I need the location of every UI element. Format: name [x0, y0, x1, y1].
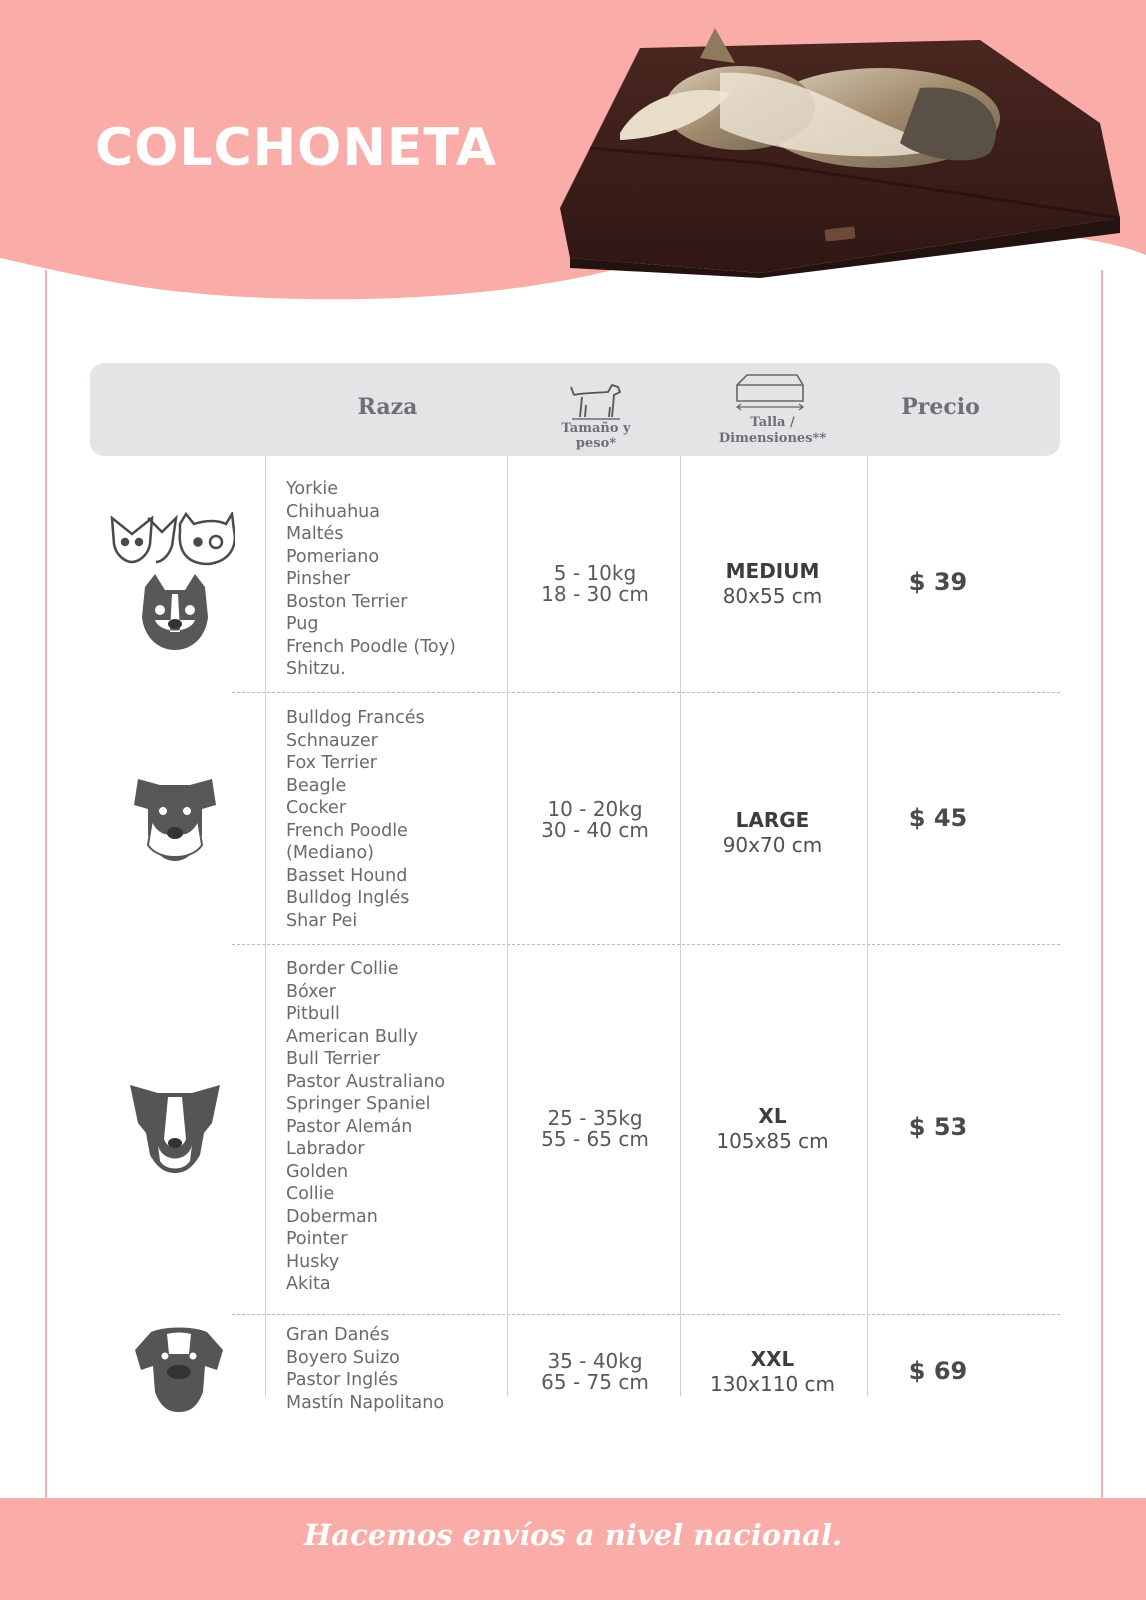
breed-item: Doberman	[286, 1206, 378, 1227]
breed-item: Labrador	[286, 1139, 365, 1159]
breed-item: Bóxer	[286, 981, 336, 1002]
price-large: $ 45	[908, 804, 968, 832]
footer-shipping-text: Hacemos envíos a nivel nacional.	[303, 1518, 843, 1552]
row-separator	[232, 1314, 1060, 1315]
breed-item: Pinsher	[286, 569, 351, 589]
header-breed: Raza	[357, 394, 418, 420]
header-price: Precio	[901, 394, 980, 420]
breed-item: Gran Danés	[286, 1325, 390, 1345]
page-title: COLCHONETA	[95, 118, 498, 178]
dimensions-xxl: XXL 130x110 cm	[709, 1347, 836, 1396]
size-weight-xxl: 35 - 40kg 65 - 75 cm	[541, 1349, 649, 1394]
column-divider-price	[867, 456, 868, 1396]
dimensions-medium: MEDIUM 80x55 cm	[722, 559, 823, 608]
breed-item: Springer Spaniel	[286, 1094, 431, 1114]
breed-item: French Poodle (Toy)	[286, 636, 456, 657]
breed-item: Shitzu.	[286, 659, 346, 679]
price-medium: $ 39	[908, 568, 968, 596]
column-divider-dimensions	[680, 456, 681, 1396]
schnauzer-icon	[130, 775, 220, 865]
column-divider-size	[507, 456, 508, 1396]
breed-item: Boyero Suizo	[286, 1347, 400, 1368]
breed-item: Pomeriano	[286, 546, 380, 567]
breed-item: Bull Terrier	[286, 1049, 380, 1069]
breed-item: Basset Hound	[286, 865, 408, 886]
left-border-line	[45, 270, 47, 1500]
bed-dimensions-icon	[733, 371, 807, 411]
mastiff-icon	[131, 1326, 227, 1414]
breed-list-xxl	[286, 1324, 444, 1414]
breed-item: Collie	[286, 1184, 335, 1204]
breed-list-large	[286, 707, 425, 932]
breed-item: Border Collie	[286, 959, 399, 979]
breed-list-medium	[286, 478, 456, 681]
breed-item: Fox Terrier	[286, 753, 377, 773]
breed-item: Pastor Australiano	[286, 1071, 446, 1092]
price-xxl: $ 69	[908, 1357, 968, 1385]
breed-item: Akita	[286, 1274, 331, 1294]
breed-item: Pointer	[286, 1229, 348, 1249]
row-separator	[232, 944, 1060, 945]
breed-item: (Mediano)	[286, 843, 375, 863]
breed-item: Pitbull	[286, 1004, 340, 1024]
breed-item: Schnauzer	[286, 730, 378, 751]
header-size: Tamaño y peso*	[561, 421, 631, 451]
dimensions-xl: XL 105x85 cm	[716, 1104, 829, 1153]
breed-item: Shar Pei	[286, 910, 358, 931]
breed-item: Bulldog Francés	[286, 708, 425, 728]
size-weight-xl: 25 - 35kg 55 - 65 cm	[541, 1106, 649, 1151]
breed-item: Maltés	[286, 524, 344, 544]
breed-item: Yorkie	[286, 479, 339, 499]
breed-item: Golden	[286, 1161, 349, 1182]
breed-item: Cocker	[286, 798, 347, 818]
breed-item: Pastor Alemán	[286, 1116, 413, 1137]
row-separator	[232, 692, 1060, 693]
breed-list-xl	[286, 958, 445, 1296]
breed-item: Pastor Inglés	[286, 1370, 399, 1390]
breed-item: Beagle	[286, 775, 347, 796]
size-weight-medium: 5 - 10kg 18 - 30 cm	[541, 561, 649, 606]
right-border-line	[1101, 270, 1103, 1500]
breed-item: Boston Terrier	[286, 591, 408, 612]
breed-item: French Poodle	[286, 820, 408, 841]
price-xl: $ 53	[908, 1113, 968, 1141]
breed-item: American Bully	[286, 1026, 419, 1047]
header-dimensions: Talla / Dimensiones**	[718, 415, 827, 446]
dog-size-icon	[568, 377, 624, 421]
breed-item: Mastín Napolitano	[286, 1392, 445, 1413]
column-divider-breed	[265, 456, 266, 1396]
breed-item: Pug	[286, 614, 319, 634]
breed-item: Husky	[286, 1251, 340, 1272]
small-dogs-cat-icon	[110, 512, 235, 657]
dimensions-large: LARGE 90x70 cm	[722, 808, 823, 857]
size-weight-large: 10 - 20kg 30 - 40 cm	[541, 797, 649, 842]
breed-item: Bulldog Inglés	[286, 888, 410, 908]
dog-on-mattress-photo	[560, 28, 1140, 278]
border-collie-icon	[128, 1083, 222, 1175]
breed-item: Chihuahua	[286, 501, 380, 522]
